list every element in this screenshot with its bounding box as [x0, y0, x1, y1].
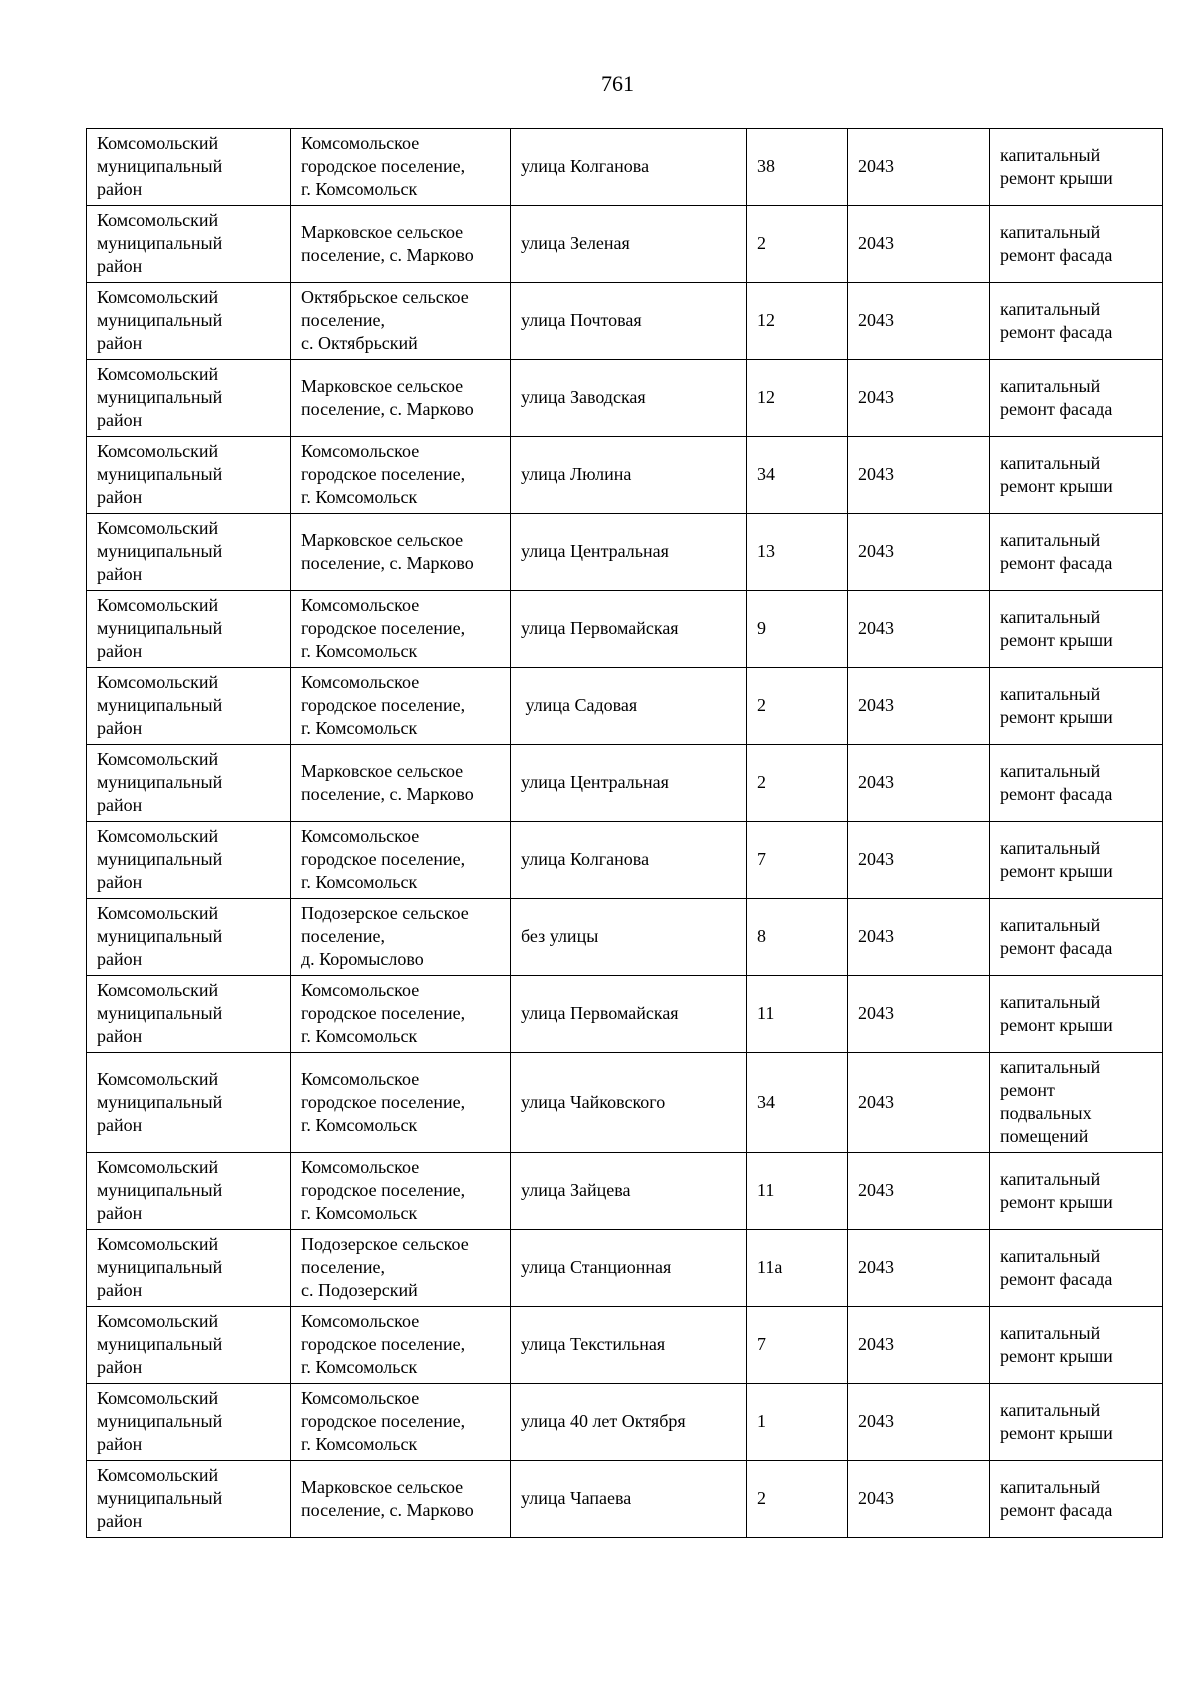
- cell-line: Подозерское сельское: [301, 1234, 469, 1254]
- cell-line: поселение, с. Марково: [301, 783, 474, 804]
- cell-line: район: [97, 1114, 143, 1135]
- cell-line: муниципальный: [97, 618, 223, 638]
- year-cell: 2043: [848, 1307, 990, 1384]
- table-body: [87, 129, 1163, 1538]
- cell-line: Комсомольский: [97, 1388, 219, 1408]
- year-cell: 2043: [848, 899, 990, 976]
- cell-line: ремонт фасада: [1000, 937, 1113, 958]
- cell-line: поселение,: [301, 926, 386, 946]
- cell-line: Октябрьское сельское: [301, 287, 469, 307]
- table-row: [87, 1307, 1163, 1384]
- district-cell: [87, 360, 291, 437]
- table-row: [87, 668, 1163, 745]
- cell-line: район: [97, 872, 143, 892]
- cell-line: с. Октябрьский: [301, 333, 418, 353]
- table-row: [87, 1461, 1163, 1538]
- cell-line: городское поселение,: [301, 1091, 466, 1112]
- cell-line: ремонт крыши: [1000, 1014, 1113, 1035]
- cell-line: г. Комсомольск: [301, 641, 418, 661]
- cell-line: капитальный: [1000, 914, 1101, 935]
- cell-line: муниципальный: [97, 464, 223, 484]
- cell-line: ремонт фасада: [1000, 244, 1113, 265]
- district-cell: [87, 1384, 291, 1461]
- cell-line: подвальных: [1000, 1103, 1092, 1123]
- house-number-cell: 11: [747, 976, 848, 1053]
- work-type-cell: [990, 1461, 1163, 1538]
- year-cell: 2043: [848, 437, 990, 514]
- settlement-cell: [291, 514, 511, 591]
- house-number-cell: 9: [747, 591, 848, 668]
- cell-line: Комсомольский: [97, 826, 219, 846]
- table-row: [87, 437, 1163, 514]
- cell-line: капитальный: [1000, 1245, 1101, 1266]
- cell-line: Комсомольское: [301, 133, 420, 153]
- work-type-cell: [990, 668, 1163, 745]
- cell-line: муниципальный: [97, 1488, 223, 1508]
- table-row: [87, 1053, 1163, 1153]
- house-number-cell: 11: [747, 1153, 848, 1230]
- cell-line: городское поселение,: [301, 464, 466, 484]
- district-cell: [87, 514, 291, 591]
- cell-line: г. Комсомольск: [301, 718, 418, 738]
- cell-line: г. Комсомольск: [301, 179, 418, 199]
- cell-line: городское поселение,: [301, 695, 466, 715]
- cell-line: муниципальный: [97, 1411, 223, 1431]
- house-number-cell: 13: [747, 514, 848, 591]
- table-row: [87, 976, 1163, 1053]
- cell-line: Комсомольский: [97, 1234, 219, 1254]
- cell-line: Комсомольский: [97, 287, 219, 307]
- cell-line: район: [97, 1203, 143, 1223]
- table-row: [87, 283, 1163, 360]
- work-type-cell: [990, 283, 1163, 360]
- cell-line: ремонт крыши: [1000, 475, 1113, 496]
- house-number-cell: 34: [747, 437, 848, 514]
- work-type-cell: [990, 822, 1163, 899]
- cell-line: муниципальный: [97, 772, 223, 792]
- house-number-cell: 2: [747, 206, 848, 283]
- cell-line: Марковское сельское: [301, 221, 464, 242]
- cell-line: Комсомольское: [301, 595, 420, 615]
- district-cell: [87, 822, 291, 899]
- work-type-cell: [990, 745, 1163, 822]
- street-cell: улица Первомайская: [511, 976, 747, 1053]
- table-row: [87, 591, 1163, 668]
- year-cell: 2043: [848, 1053, 990, 1153]
- house-number-cell: 2: [747, 668, 848, 745]
- cell-line: Марковское сельское: [301, 760, 464, 781]
- house-number-cell: 12: [747, 283, 848, 360]
- district-cell: [87, 668, 291, 745]
- cell-line: Комсомольский: [97, 672, 219, 692]
- table-row: [87, 206, 1163, 283]
- settlement-cell: [291, 899, 511, 976]
- cell-line: ремонт крыши: [1000, 167, 1113, 188]
- table-row: [87, 1153, 1163, 1230]
- settlement-cell: [291, 129, 511, 206]
- work-type-cell: [990, 899, 1163, 976]
- table-row: [87, 1384, 1163, 1461]
- cell-line: г. Комсомольск: [301, 1357, 418, 1377]
- house-number-cell: 2: [747, 745, 848, 822]
- table-row: [87, 745, 1163, 822]
- cell-line: г. Комсомольск: [301, 487, 418, 507]
- street-cell: улица Станционная: [511, 1230, 747, 1307]
- work-type-cell: [990, 1307, 1163, 1384]
- work-type-cell: [990, 976, 1163, 1053]
- year-cell: 2043: [848, 129, 990, 206]
- settlement-cell: [291, 591, 511, 668]
- district-cell: [87, 283, 291, 360]
- cell-line: капитальный: [1000, 298, 1101, 319]
- cell-line: Комсомольское: [301, 1068, 420, 1089]
- house-number-cell: 7: [747, 822, 848, 899]
- cell-line: городское поселение,: [301, 849, 466, 869]
- street-cell: без улицы: [511, 899, 747, 976]
- cell-line: Комсомольский: [97, 749, 219, 769]
- district-cell: [87, 1053, 291, 1153]
- cell-line: капитальный: [1000, 991, 1101, 1012]
- cell-line: муниципальный: [97, 541, 223, 561]
- street-cell: улица Зеленая: [511, 206, 747, 283]
- work-type-cell: [990, 129, 1163, 206]
- cell-line: капитальный: [1000, 375, 1101, 396]
- cell-line: Подозерское сельское: [301, 903, 469, 923]
- repair-schedule-table: [86, 128, 1163, 1538]
- street-cell: улица Садовая: [511, 668, 747, 745]
- district-cell: [87, 745, 291, 822]
- settlement-cell: [291, 283, 511, 360]
- cell-line: городское поселение,: [301, 156, 466, 176]
- cell-line: муниципальный: [97, 387, 223, 407]
- settlement-cell: [291, 1053, 511, 1153]
- district-cell: [87, 1153, 291, 1230]
- cell-line: ремонт крыши: [1000, 1422, 1113, 1443]
- cell-line: г. Комсомольск: [301, 872, 418, 892]
- settlement-cell: [291, 822, 511, 899]
- cell-line: капитальный: [1000, 1057, 1101, 1077]
- settlement-cell: [291, 976, 511, 1053]
- table-row: [87, 899, 1163, 976]
- cell-line: поселение, с. Марково: [301, 398, 474, 419]
- cell-line: Комсомольский: [97, 980, 219, 1000]
- work-type-cell: [990, 1053, 1163, 1153]
- street-cell: улица Центральная: [511, 745, 747, 822]
- cell-line: капитальный: [1000, 144, 1101, 165]
- cell-line: Комсомольский: [97, 1311, 219, 1331]
- year-cell: 2043: [848, 668, 990, 745]
- street-cell: улица Почтовая: [511, 283, 747, 360]
- cell-line: городское поселение,: [301, 618, 466, 638]
- cell-line: ремонт фасада: [1000, 552, 1113, 573]
- cell-line: городское поселение,: [301, 1334, 466, 1354]
- settlement-cell: [291, 360, 511, 437]
- cell-line: ремонт крыши: [1000, 706, 1113, 727]
- year-cell: 2043: [848, 283, 990, 360]
- street-cell: улица Колганова: [511, 822, 747, 899]
- cell-line: городское поселение,: [301, 1411, 466, 1431]
- settlement-cell: [291, 1153, 511, 1230]
- cell-line: городское поселение,: [301, 1180, 466, 1200]
- cell-line: Комсомольский: [97, 518, 219, 538]
- settlement-cell: [291, 668, 511, 745]
- district-cell: [87, 976, 291, 1053]
- cell-line: капитальный: [1000, 1476, 1101, 1497]
- street-cell: улица Первомайская: [511, 591, 747, 668]
- cell-line: Комсомольский: [97, 1068, 219, 1089]
- table-row: [87, 1230, 1163, 1307]
- cell-line: Марковское сельское: [301, 1476, 464, 1497]
- cell-line: муниципальный: [97, 1091, 223, 1112]
- cell-line: Марковское сельское: [301, 529, 464, 550]
- page-number: 761: [601, 71, 634, 96]
- cell-line: г. Комсомольск: [301, 1203, 418, 1223]
- cell-line: ремонт фасада: [1000, 1499, 1113, 1520]
- district-cell: [87, 1307, 291, 1384]
- work-type-cell: [990, 1384, 1163, 1461]
- cell-line: Комсомольский: [97, 1465, 219, 1485]
- cell-line: ремонт фасада: [1000, 398, 1113, 419]
- cell-line: капитальный: [1000, 683, 1101, 704]
- year-cell: 2043: [848, 1384, 990, 1461]
- cell-line: г. Комсомольск: [301, 1026, 418, 1046]
- street-cell: улица Колганова: [511, 129, 747, 206]
- cell-line: Комсомольское: [301, 826, 420, 846]
- cell-line: г. Комсомольск: [301, 1114, 418, 1135]
- cell-line: район: [97, 1026, 143, 1046]
- work-type-cell: [990, 360, 1163, 437]
- cell-line: муниципальный: [97, 695, 223, 715]
- cell-line: район: [97, 179, 143, 199]
- cell-line: муниципальный: [97, 926, 223, 946]
- cell-line: муниципальный: [97, 849, 223, 869]
- settlement-cell: [291, 437, 511, 514]
- cell-line: д. Коромыслово: [301, 949, 424, 969]
- cell-line: муниципальный: [97, 1257, 223, 1277]
- work-type-cell: [990, 206, 1163, 283]
- cell-line: капитальный: [1000, 1168, 1101, 1189]
- settlement-cell: [291, 1461, 511, 1538]
- year-cell: 2043: [848, 360, 990, 437]
- cell-line: с. Подозерский: [301, 1280, 418, 1300]
- cell-line: Комсомольское: [301, 1388, 420, 1408]
- year-cell: 2043: [848, 591, 990, 668]
- cell-line: район: [97, 1280, 143, 1300]
- cell-line: Комсомольское: [301, 672, 420, 692]
- cell-line: район: [97, 1357, 143, 1377]
- cell-line: капитальный: [1000, 1399, 1101, 1420]
- cell-line: муниципальный: [97, 1003, 223, 1023]
- year-cell: 2043: [848, 514, 990, 591]
- work-type-cell: [990, 437, 1163, 514]
- cell-line: район: [97, 949, 143, 969]
- cell-line: Комсомольский: [97, 595, 219, 615]
- cell-line: поселение,: [301, 1257, 386, 1277]
- table-row: [87, 360, 1163, 437]
- cell-line: ремонт фасада: [1000, 321, 1113, 342]
- cell-line: муниципальный: [97, 1180, 223, 1200]
- street-cell: улица 40 лет Октября: [511, 1384, 747, 1461]
- year-cell: 2043: [848, 1230, 990, 1307]
- district-cell: [87, 1461, 291, 1538]
- cell-line: район: [97, 795, 143, 815]
- cell-line: район: [97, 410, 143, 430]
- cell-line: капитальный: [1000, 452, 1101, 473]
- cell-line: Комсомольский: [97, 1157, 219, 1177]
- district-cell: [87, 1230, 291, 1307]
- cell-line: поселение, с. Марково: [301, 244, 474, 265]
- cell-line: поселение, с. Марково: [301, 552, 474, 573]
- cell-line: поселение,: [301, 310, 386, 330]
- house-number-cell: 1: [747, 1384, 848, 1461]
- year-cell: 2043: [848, 1461, 990, 1538]
- work-type-cell: [990, 591, 1163, 668]
- house-number-cell: 38: [747, 129, 848, 206]
- cell-line: Комсомольский: [97, 210, 219, 230]
- district-cell: [87, 899, 291, 976]
- table-row: [87, 129, 1163, 206]
- cell-line: капитальный: [1000, 760, 1101, 781]
- street-cell: улица Центральная: [511, 514, 747, 591]
- settlement-cell: [291, 206, 511, 283]
- year-cell: 2043: [848, 1153, 990, 1230]
- street-cell: улица Зайцева: [511, 1153, 747, 1230]
- house-number-cell: 8: [747, 899, 848, 976]
- year-cell: 2043: [848, 976, 990, 1053]
- settlement-cell: [291, 745, 511, 822]
- work-type-cell: [990, 1153, 1163, 1230]
- district-cell: [87, 437, 291, 514]
- district-cell: [87, 591, 291, 668]
- cell-line: район: [97, 256, 143, 276]
- cell-line: Комсомольское: [301, 1311, 420, 1331]
- street-cell: улица Чайковского: [511, 1053, 747, 1153]
- cell-line: ремонт фасада: [1000, 783, 1113, 804]
- cell-line: район: [97, 1511, 143, 1531]
- street-cell: улица Люлина: [511, 437, 747, 514]
- cell-line: Комсомольское: [301, 980, 420, 1000]
- cell-line: ремонт крыши: [1000, 1345, 1113, 1366]
- house-number-cell: 7: [747, 1307, 848, 1384]
- cell-line: Комсомольский: [97, 903, 219, 923]
- cell-line: район: [97, 333, 143, 353]
- year-cell: 2043: [848, 822, 990, 899]
- district-cell: [87, 129, 291, 206]
- cell-line: район: [97, 718, 143, 738]
- cell-line: район: [97, 487, 143, 507]
- table-row: [87, 822, 1163, 899]
- house-number-cell: 12: [747, 360, 848, 437]
- cell-line: помещений: [1000, 1126, 1089, 1146]
- cell-line: муниципальный: [97, 156, 223, 176]
- cell-line: ремонт крыши: [1000, 629, 1113, 650]
- cell-line: Марковское сельское: [301, 375, 464, 396]
- street-cell: улица Текстильная: [511, 1307, 747, 1384]
- house-number-cell: 11а: [747, 1230, 848, 1307]
- cell-line: ремонт фасада: [1000, 1268, 1113, 1289]
- cell-line: район: [97, 1434, 143, 1454]
- cell-line: городское поселение,: [301, 1003, 466, 1023]
- settlement-cell: [291, 1230, 511, 1307]
- cell-line: капитальный: [1000, 837, 1101, 858]
- house-number-cell: 34: [747, 1053, 848, 1153]
- street-cell: улица Заводская: [511, 360, 747, 437]
- year-cell: 2043: [848, 206, 990, 283]
- work-type-cell: [990, 514, 1163, 591]
- cell-line: поселение, с. Марково: [301, 1499, 474, 1520]
- cell-line: капитальный: [1000, 529, 1101, 550]
- street-cell: улица Чапаева: [511, 1461, 747, 1538]
- settlement-cell: [291, 1384, 511, 1461]
- cell-line: капитальный: [1000, 606, 1101, 627]
- cell-line: ремонт крыши: [1000, 1191, 1113, 1212]
- cell-line: муниципальный: [97, 233, 223, 253]
- house-number-cell: 2: [747, 1461, 848, 1538]
- cell-line: ремонт крыши: [1000, 860, 1113, 881]
- cell-line: район: [97, 641, 143, 661]
- work-type-cell: [990, 1230, 1163, 1307]
- cell-line: Комсомольский: [97, 441, 219, 461]
- cell-line: Комсомольское: [301, 1157, 420, 1177]
- cell-line: Комсомольское: [301, 441, 420, 461]
- cell-line: г. Комсомольск: [301, 1434, 418, 1454]
- cell-line: район: [97, 564, 143, 584]
- cell-line: муниципальный: [97, 310, 223, 330]
- cell-line: ремонт: [1000, 1080, 1055, 1100]
- cell-line: муниципальный: [97, 1334, 223, 1354]
- settlement-cell: [291, 1307, 511, 1384]
- cell-line: капитальный: [1000, 221, 1101, 242]
- cell-line: Комсомольский: [97, 364, 219, 384]
- district-cell: [87, 206, 291, 283]
- table-row: [87, 514, 1163, 591]
- cell-line: Комсомольский: [97, 133, 219, 153]
- year-cell: 2043: [848, 745, 990, 822]
- cell-line: капитальный: [1000, 1322, 1101, 1343]
